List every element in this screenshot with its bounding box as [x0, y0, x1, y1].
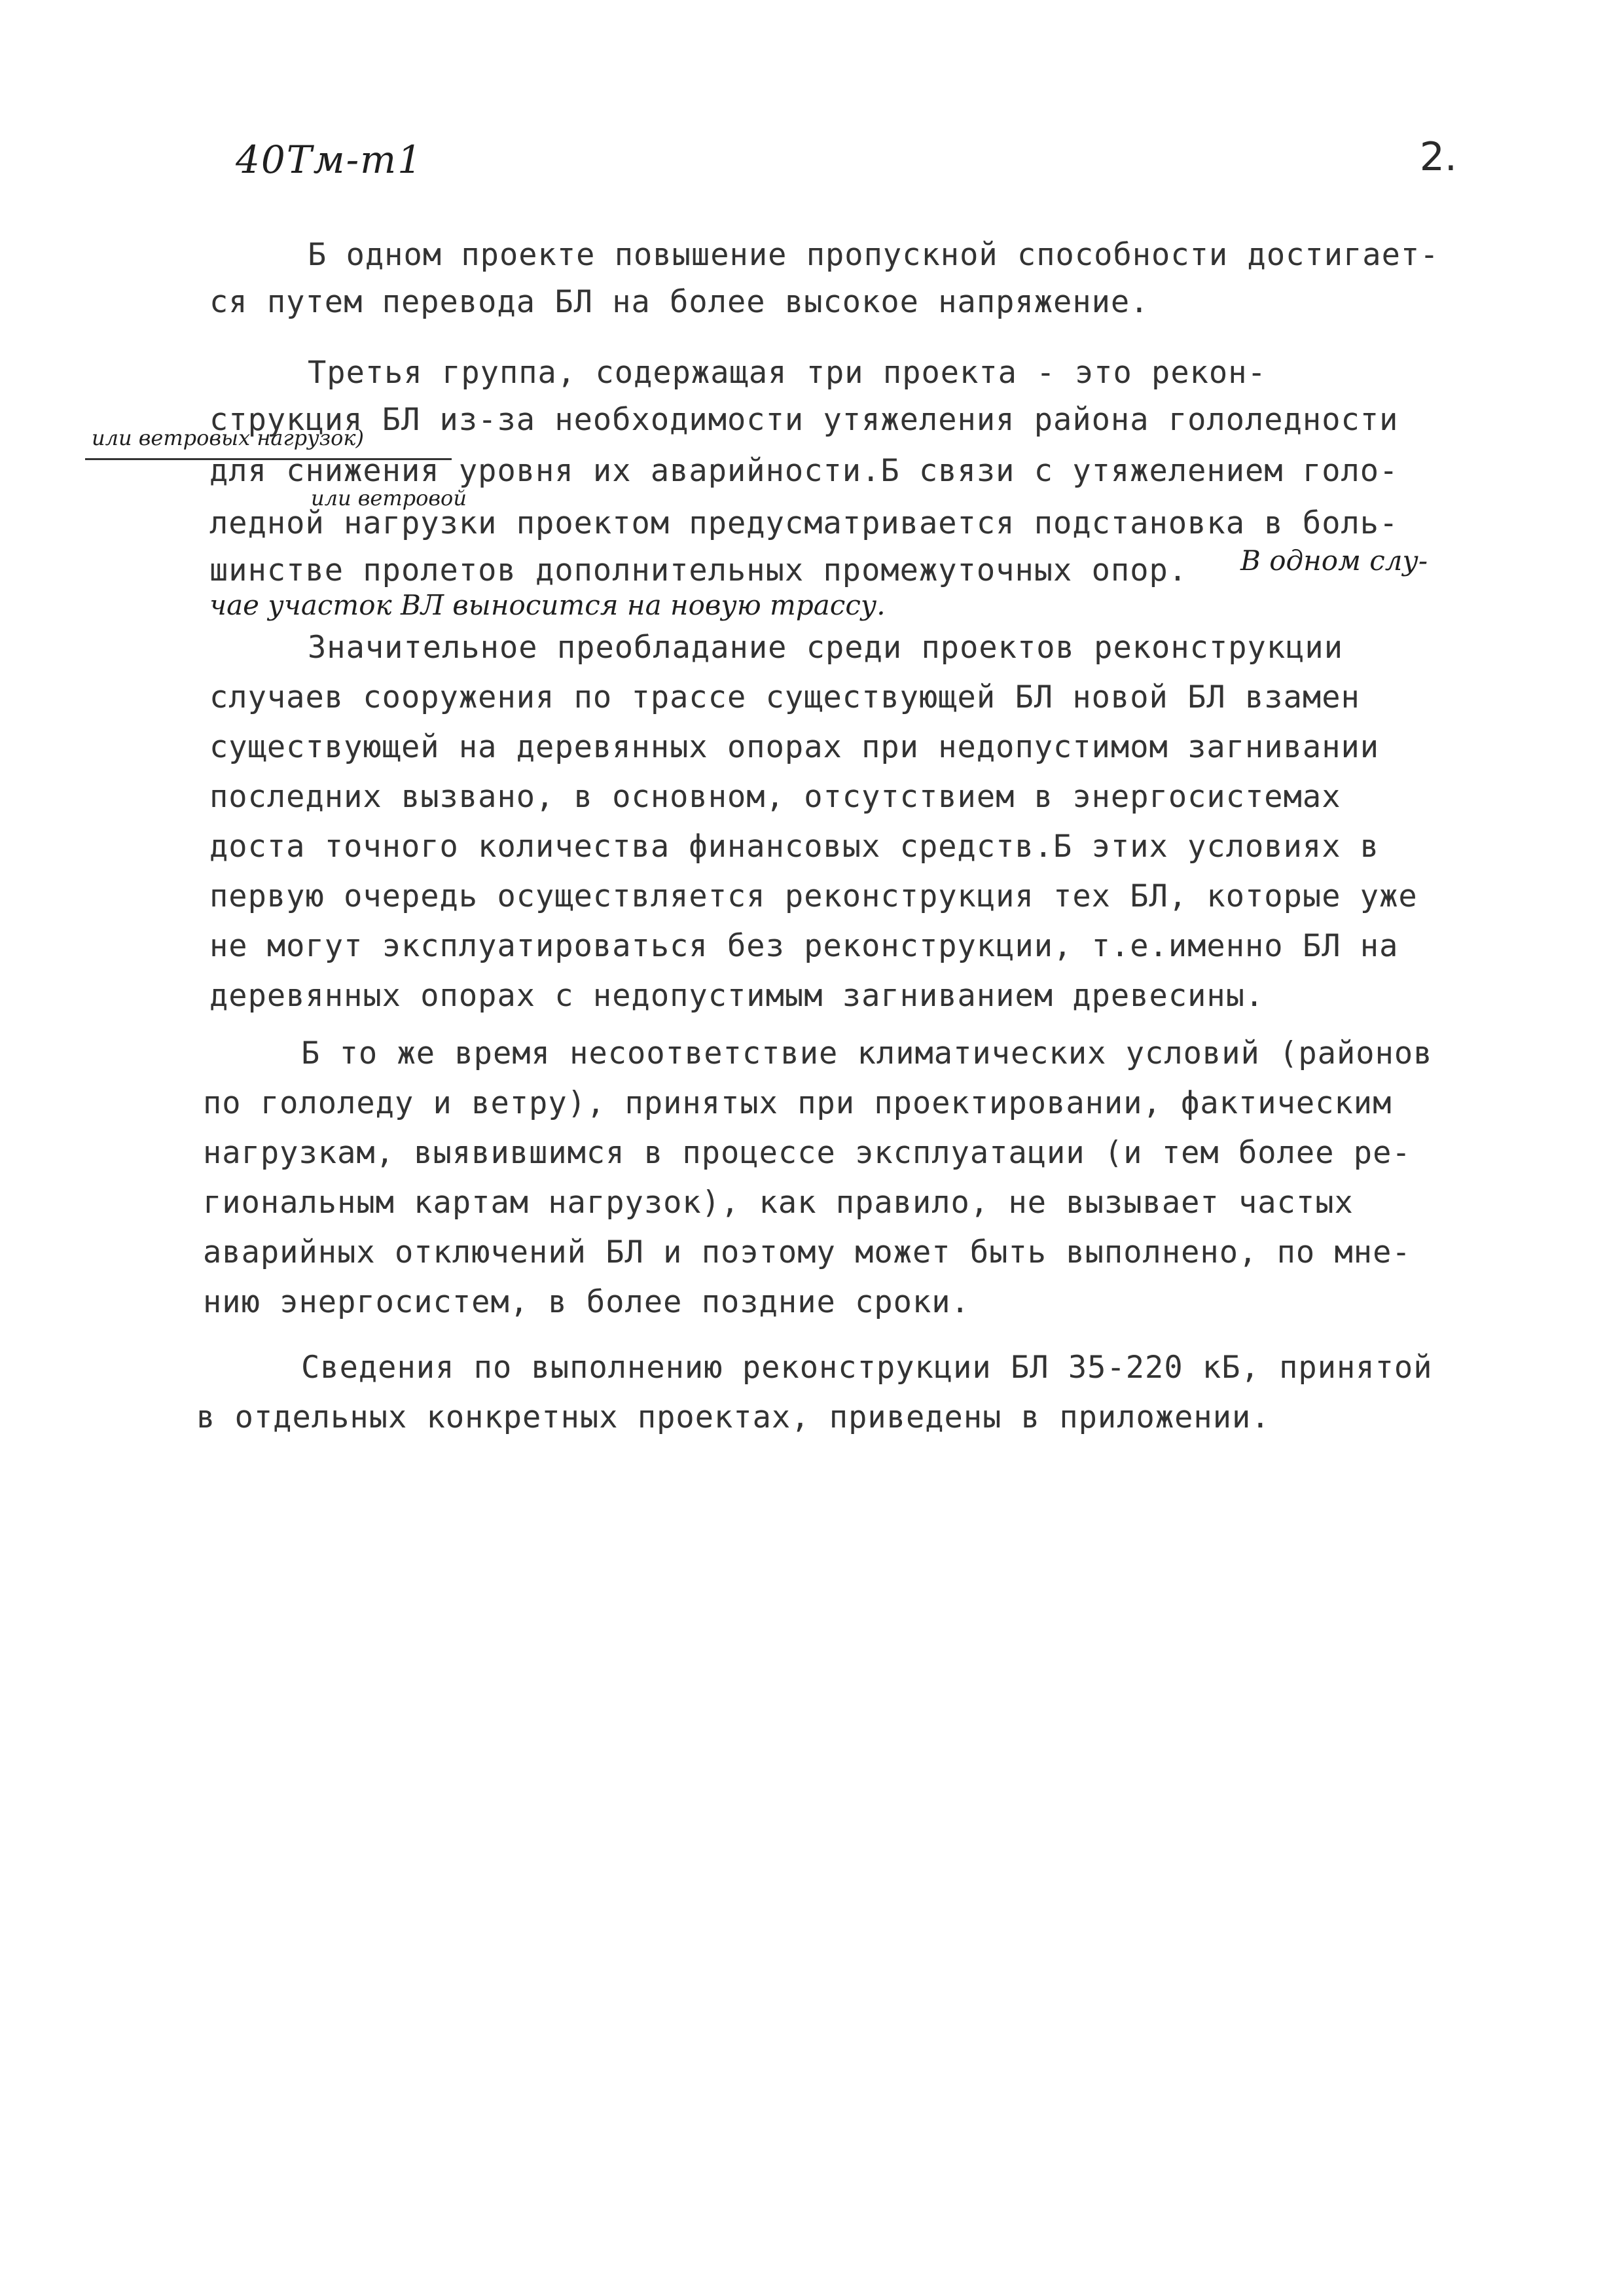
- text-line: последних вызвано, в основном, отсутствием в энергосистемах: [209, 779, 1341, 815]
- text-line: по гололеду и ветру), принятых при проектировании, фактическим: [203, 1085, 1392, 1121]
- text-line: струкция БЛ из-за необходимости утяжеления района гололедности: [209, 402, 1399, 438]
- text-line: случаев сооружения по трассе существующей БЛ новой БЛ взамен: [209, 679, 1360, 715]
- text-line: ся путем перевода БЛ на более высокое напряжение.: [209, 284, 1149, 320]
- text-line: гиональным картам нагрузок), как правило, не вызывает частых: [203, 1185, 1354, 1221]
- handwritten-insert-note: или ветровой: [311, 486, 467, 511]
- text-line: ледной нагрузки проектом предусматривается подстановка в боль-: [209, 505, 1399, 541]
- text-line: деревянных опорах с недопустимым загниванием древесины.: [209, 978, 1265, 1014]
- text-line: не могут эксплуатироваться без реконструкции, т.е.именно БЛ на: [209, 928, 1399, 964]
- text-line: Третья группа, содержащая три проекта - это рекон-: [308, 355, 1267, 391]
- text-line: в отдельных конкретных проектах, приведены в приложении.: [196, 1399, 1271, 1435]
- text-line: нию энергосистем, в более поздние сроки.: [203, 1284, 970, 1320]
- text-line: доста точного количества финансовых средств.Б этих условиях в: [209, 829, 1380, 865]
- text-line: для снижения уровня их аварийности.Б связи с утяжелением голо-: [209, 453, 1399, 489]
- text-line: Значительное преобладание среди проектов реконструкции: [308, 630, 1344, 666]
- text-line: Сведения по выполнению реконструкции БЛ 35-220 кБ, принятой: [301, 1350, 1433, 1386]
- document-code: 40Тм-т1: [236, 137, 424, 182]
- text-line: аварийных отключений БЛ и поэтому может быть выполнено, по мне-: [203, 1234, 1411, 1270]
- handwritten-end-note-2: чае участок ВЛ выносится на новую трассу.: [209, 589, 886, 621]
- text-line: Б то же время несоответствие климатических условий (районов: [301, 1035, 1433, 1071]
- text-line: нагрузкам, выявившимся в процессе эксплуатации (и тем более ре-: [203, 1135, 1411, 1171]
- text-line: первую очередь осуществляется реконструкция тех БЛ, которые уже: [209, 878, 1418, 914]
- text-line: существующей на деревянных опорах при недопустимом загнивании: [209, 729, 1380, 765]
- page-number: 2.: [1419, 134, 1457, 180]
- text-line: Б одном проекте повышение пропускной способности достигает-: [308, 237, 1439, 273]
- text-line: шинстве пролетов дополнительных промежуточных опор.: [209, 552, 1188, 588]
- handwritten-end-note-1: В одном слу-: [1240, 545, 1428, 577]
- handwritten-margin-note: или ветровых нагрузок): [92, 425, 365, 450]
